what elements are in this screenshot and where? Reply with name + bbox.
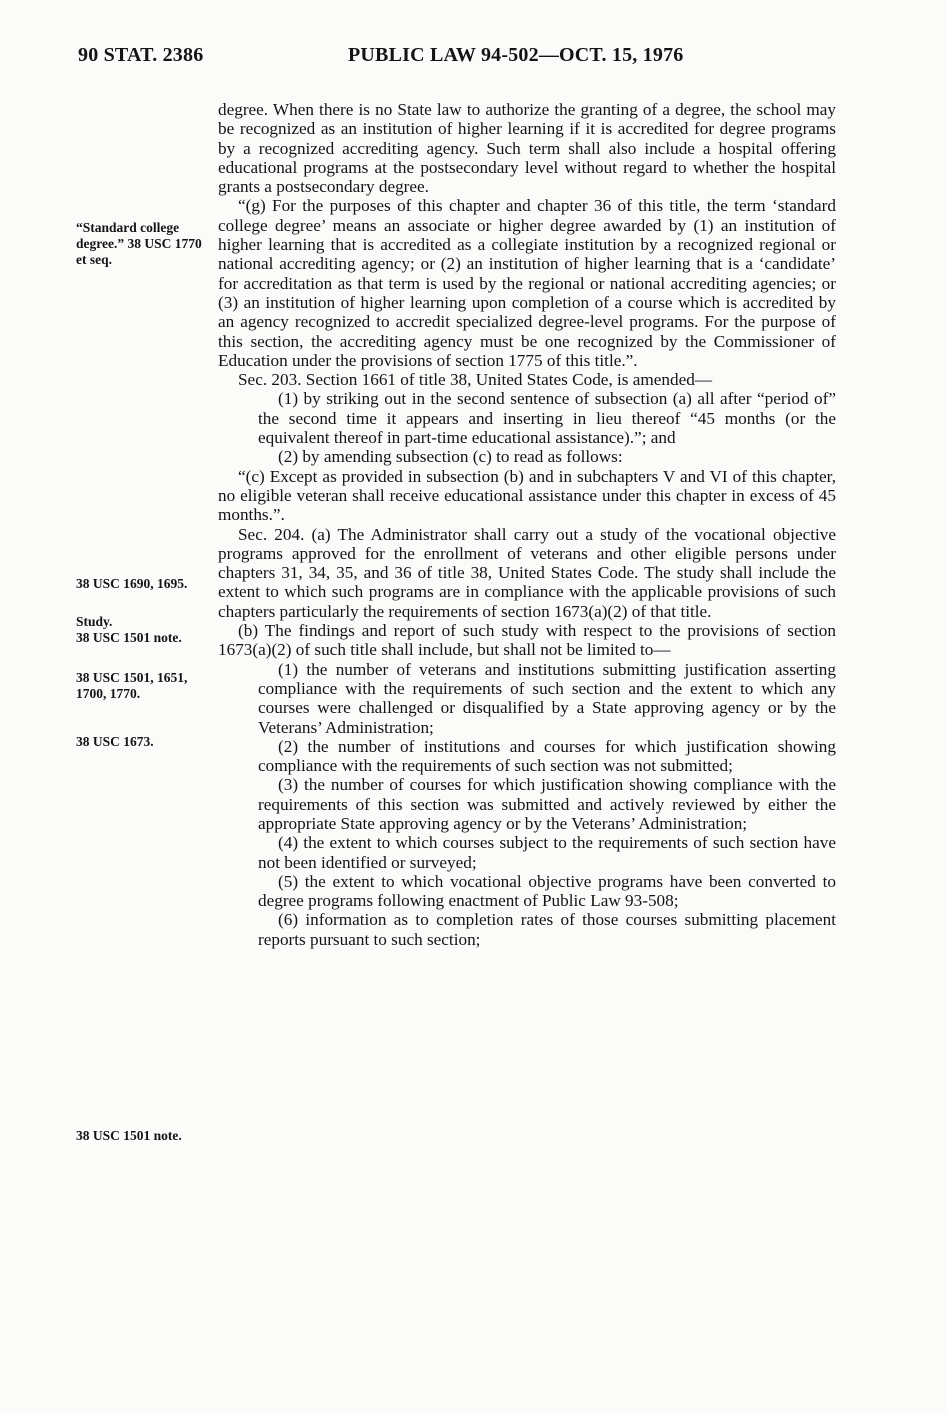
paragraph-204-b-2: (2) the number of institutions and courses for which justification showing compliance with the requirements of such section was not submitted; [258,736,836,776]
running-title: PUBLIC LAW 94-502—OCT. 15, 1976 [348,44,684,66]
margin-note-38-usc-1690: 38 USC 1690, 1695. [76,576,188,591]
paragraph-sec-204-b: (b) The findings and report of such study with respect to the provisions of section 1673(a)(2) of such title shall include, but shall not be limited to— [218,621,836,660]
paragraph-203-clause-2: (2) by amending subsection (c) to read as follows: [278,447,623,467]
margin-note-study: Study. [76,614,113,629]
paragraph-204-b-6: (6) information as to completion rates of those courses submitting placement reports pursuant to such section; [258,910,836,949]
margin-note-38-usc-1673: 38 USC 1673. [76,734,154,749]
paragraph-sec-204-a: Sec. 204. (a) The Administrator shall carry out a study of the vocational objective programs approved for the enrollment of veterans and other eligible persons under chapters 31, 34, 35, and 36 of title 38, United States Code. The study shall include the extent to which such programs are in compliance with the applicable provisions of such chapters particularly the requirements of section 1673(a)(2) of that title. [218,524,836,621]
paragraph-degree-continued: degree. When there is no State law to authorize the granting of a degree, the school may be recognized as an institution of higher learning if it is accredited for degree programs by a recognized accrediting agency. Such term shall also include a hospital offering educational programs at the postsecondary level without regard to whether the hospital grants a postsecondary degree. [218,100,836,197]
paragraph-204-b-1: (1) the number of veterans and institutions submitting justification asserting compliance with the requirements of such section and the extent to which any courses were challenged or disqualified by a State approving agency or by the Veterans’ Administration; [258,659,836,737]
margin-note-38-usc-1501-note: 38 USC 1501 note. [76,630,182,645]
margin-note-38-usc-1501-1651: 38 USC 1501, 1651, 1700, 1770. [76,670,188,701]
margin-note-standard-college-degree: “Standard college degree.” 38 USC 1770 et seq. [76,220,202,267]
paragraph-subsection-c: “(c) Except as provided in subsection (b) and in subchapters V and VI of this chapter, no eligible veteran shall receive educational assistance under this chapter in excess of 45 months.”. [218,466,836,525]
paragraph-subsection-g: “(g) For the purposes of this chapter and chapter 36 of this title, the term ‘standard college degree’ means an associate or higher degree awarded by (1) an institution of higher learning that is accredited as a collegiate institution by a recognized regional or national accrediting agency; or (2) an institution of higher learning that is a ‘candidate’ for accreditation as that term is used by the regional or national accrediting agencies; or (3) an institution of higher learning upon completion of a course which is accredited by an agency recognized to accredit specialized degree-level programs. For the purpose of this section, the accrediting agency must be one recognized by the Commissioner of Education under the provisions of section 1775 of this title.”. [218,196,836,370]
paragraph-204-b-3: (3) the number of courses for which justification showing compliance with the requirements of this section was submitted and actively reviewed by either the appropriate State approving agency or by the Veterans’ Administration; [258,775,836,833]
page-header [78,44,846,80]
margin-note-38-usc-1501-note-2: 38 USC 1501 note. [76,1128,182,1143]
paragraph-204-b-4: (4) the extent to which courses subject to the requirements of such section have not been identified or surveyed; [258,833,836,872]
law-body-text [218,100,836,949]
paragraph-sec-203: Sec. 203. Section 1661 of title 38, United States Code, is amended— [238,370,713,390]
paragraph-203-clause-1: (1) by striking out in the second sentence of subsection (a) all after “period of” the second time it appears and inserting in lieu thereof “45 months (or the equivalent thereof in part-time educational assistance).”; and [258,389,836,448]
stat-page-number: 90 STAT. 2386 [78,44,204,66]
paragraph-204-b-5: (5) the extent to which vocational objective programs have been converted to degree programs following enactment of Public Law 93-508; [258,871,836,911]
